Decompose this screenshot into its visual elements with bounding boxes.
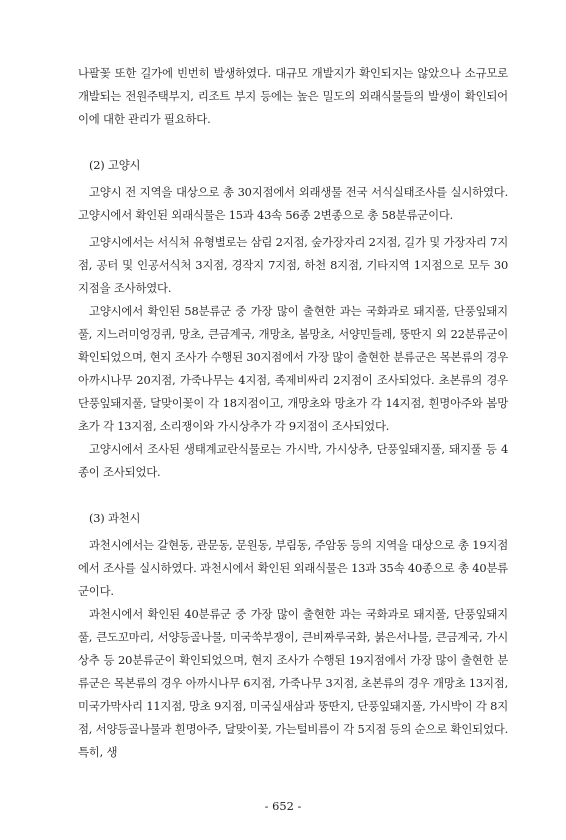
page-number: - 652 - (264, 799, 302, 813)
section-gap (78, 484, 508, 507)
section-gap (78, 131, 508, 154)
goyang-paragraph-3: 고양시에서 확인된 58분류군 중 가장 많이 출현한 과는 국화과로 돼지풀, 단풍잎돼지풀, 지느러미엉겅퀴, 망초, 큰금계국, 개망초, 봄망초, 서양민들레, 뚱딴지 외 22분류군이 확인되었으며, 현지 조사가 수행된 30지점에서 가장 많이 출현한 분류군은 목본류의 경우 아까시나무 20지점, 가죽나무는 4지점, 족제비싸리 2지점이 조사되었다. 초본류의 경우 단풍잎돼지풀, 달맞이꽃이 각 18지점이고, 개망초와 망초가 각 14지점, 흰명아주와 봄망초가 각 13지점, 소리쟁이와 가시상추가 각 9지점이 조사되었다. (78, 304, 508, 433)
intro-paragraph: 나팔꽃 또한 길가에 빈번히 발생하였다. 대규모 개발지가 확인되지는 않았으나 소규모로 개발되는 전원주택부지, 리조트 부지 등에는 높은 밀도의 외래식물들의 발생이 확인되어 이에 대한 관리가 필요하다. (78, 66, 508, 126)
goyang-paragraph-1: 고양시 전 지역을 대상으로 총 30지점에서 외래생물 전국 서식실태조사를 실시하였다. 고양시에서 확인된 외래식물은 15과 43속 56종 2변종으로 총 58분류군이다. (78, 185, 508, 222)
section-heading-goyang: (2) 고양시 (89, 158, 141, 172)
goyang-paragraph-2: 고양시에서는 서식처 유형별로는 삼림 2지점, 숲가장자리 2지점, 길가 및 가장자리 7지점, 공터 및 인공서식처 3지점, 경작지 7지점, 하천 8지점, 기타지역 1지점으로 모두 30지점을 조사하였다. (78, 235, 508, 295)
goyang-paragraph-4: 고양시에서 조사된 생태계교란식물로는 가시박, 가시상추, 단풍잎돼지풀, 돼지풀 등 4종이 조사되었다. (78, 442, 508, 479)
gwacheon-paragraph-2: 과천시에서 확인된 40분류군 중 가장 많이 출현한 과는 국화과로 돼지풀, 단풍잎돼지풀, 큰도꼬마리, 서양등골나물, 미국쑥부쟁이, 큰비짜루국화, 붉은서나물, 큰금계국, 가시상추 등 20분류군이 확인되었으며, 현지 조사가 수행된 19지점에서 가장 많이 출현한 분류군은 목본류의 경우 아까시나무 6지점, 가죽나무 3지점, 초본류의 경우 개망초 13지점, 미국가막사리 11지점, 망초 9지점, 미국실새삼과 뚱딴지, 단풍잎돼지풀, 가시박이 각 8지점, 서양등골나물과 흰명아주, 달맞이꽃, 가는털비름이 각 5지점 등의 순으로 확인되었다. 특히, 생 (78, 607, 508, 759)
section-heading-gwacheon: (3) 과천시 (89, 511, 141, 525)
gwacheon-paragraph-1: 과천시에서는 갈현동, 관문동, 문원동, 부림동, 주암동 등의 지역을 대상으로 총 19지점에서 조사를 실시하였다. 과천시에서 확인된 외래식물은 13과 35속 40종으로 총 40분류군이다. (78, 538, 508, 598)
document-page (78, 62, 508, 764)
